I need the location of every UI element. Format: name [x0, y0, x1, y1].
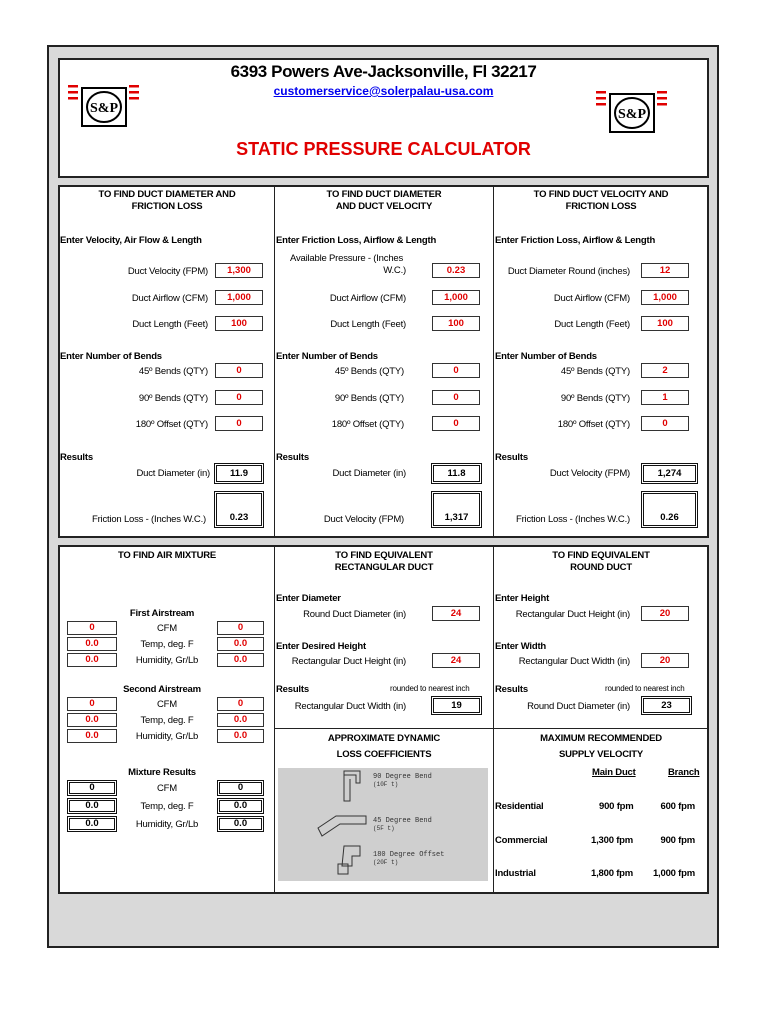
mix-hum-label: Humidity, Gr/Lb: [135, 819, 199, 830]
p2-diameter-label: Duct Diameter (in): [332, 468, 406, 479]
rect-height-input[interactable]: 24: [432, 653, 480, 668]
p2-b90-input[interactable]: 0: [432, 390, 480, 405]
mix-a2-temp-right[interactable]: 0.0: [217, 713, 264, 727]
p1-diameter-result: 11.9: [214, 463, 264, 484]
p3-results-label: Results: [495, 452, 528, 463]
bend90-label: 90 Degree Bend: [373, 773, 432, 781]
round-height-label: Rectangular Duct Height (in): [515, 609, 630, 620]
bend90-sub: (10F t): [373, 781, 399, 788]
p3-diamround-label: Duct Diameter Round (inches): [507, 266, 630, 277]
rect-heading-2: RECTANGULAR DUCT: [334, 562, 434, 573]
offset180-sub: (20F t): [373, 859, 399, 866]
p2-pressure-label-1: Available Pressure - (Inches: [290, 253, 404, 264]
rect-heading-1: TO FIND EQUIVALENT: [335, 550, 433, 561]
p2-heading-1: TO FIND DUCT DIAMETER: [326, 189, 442, 200]
p2-b90-label: 90º Bends (QTY): [334, 393, 404, 404]
p3-heading-2: FRICTION LOSS: [565, 201, 637, 212]
p1-velocity-label: Duct Velocity (FPM): [127, 266, 208, 277]
mix-a2-cfm-left[interactable]: 0: [67, 697, 117, 711]
p3-b180-label: 180º Offset (QTY): [557, 419, 630, 430]
mix-a2-hum-right[interactable]: 0.0: [217, 729, 264, 743]
p1-enter-label: Enter Velocity, Air Flow & Length: [60, 235, 202, 246]
p3-friction-label: Friction Loss - (Inches W.C.): [515, 514, 630, 525]
p1-friction-result: 0.23: [214, 491, 264, 528]
round-rounded-note: rounded to nearest inch: [605, 684, 685, 693]
mix-a1-temp-left[interactable]: 0.0: [67, 637, 117, 651]
round-results-label: Results: [495, 684, 528, 695]
velocity-row-branch: 600 fpm: [660, 801, 695, 812]
p2-enter-label: Enter Friction Loss, Airflow & Length: [276, 235, 437, 246]
velocity-col-main: Main Duct: [592, 767, 636, 778]
bend45-label: 45 Degree Bend: [373, 817, 432, 825]
p3-b90-input[interactable]: 1: [641, 390, 689, 405]
p2-diameter-result: 11.8: [431, 463, 482, 484]
velocity-row-branch: 1,000 fpm: [652, 868, 695, 879]
rect-width-result: 19: [431, 696, 482, 715]
mix-cfm-label: CFM: [157, 783, 177, 794]
sp-logo-right: [594, 88, 674, 134]
p2-pressure-input[interactable]: 0.23: [432, 263, 480, 278]
p3-friction-result: 0.26: [641, 491, 698, 528]
mix-a1-temp-right[interactable]: 0.0: [217, 637, 264, 651]
mix-result-label: Mixture Results: [128, 767, 196, 778]
p1-diameter-label: Duct Diameter (in): [136, 468, 210, 479]
mix-a2-hum-left[interactable]: 0.0: [67, 729, 117, 743]
p1-airflow-label: Duct Airflow (CFM): [131, 293, 208, 304]
email-link[interactable]: customerservice@solerpalau-usa.com: [273, 84, 494, 98]
p2-results-label: Results: [276, 452, 309, 463]
p3-b45-label: 45º Bends (QTY): [560, 366, 630, 377]
velocity-row-branch: 900 fpm: [660, 835, 695, 846]
velocity-row-label: Residential: [495, 801, 544, 812]
rect-round-label: Round Duct Diameter (in): [303, 609, 406, 620]
rect-rounded-note: rounded to nearest inch: [390, 684, 470, 693]
round-enter-height: Enter Height: [495, 593, 550, 604]
p1-b180-label: 180º Offset (QTY): [135, 419, 208, 430]
mix-r-temp-left: 0.0: [67, 798, 117, 814]
mix-temp-label: Temp, deg. F: [140, 801, 194, 812]
velocity-row-label: Industrial: [495, 868, 536, 879]
p3-length-label: Duct Length (Feet): [554, 319, 630, 330]
p3-b180-input[interactable]: 0: [641, 416, 689, 431]
fittings-illustration: [278, 768, 488, 881]
p2-length-input[interactable]: 100: [432, 316, 480, 331]
p3-bends-label: Enter Number of Bends: [495, 351, 597, 362]
p3-diamround-input[interactable]: 12: [641, 263, 689, 278]
mix-cfm-label: CFM: [157, 623, 177, 634]
p2-pressure-label-2: W.C.): [383, 265, 406, 276]
rect-enter-height: Enter Desired Height: [276, 641, 366, 652]
velocity-row-main: 1,800 fpm: [591, 868, 634, 879]
p3-length-input[interactable]: 100: [641, 316, 689, 331]
velocity-row-main: 1,300 fpm: [591, 835, 634, 846]
p3-airflow-input[interactable]: 1,000: [641, 290, 689, 305]
round-diameter-label: Round Duct Diameter (in): [527, 701, 630, 712]
mix-r-cfm-right: 0: [217, 780, 264, 796]
p2-velocity-label: Duct Velocity (FPM): [323, 514, 404, 525]
divider: [493, 546, 494, 893]
mix-a1-cfm-right[interactable]: 0: [217, 621, 264, 635]
rect-height-label: Rectangular Duct Height (in): [291, 656, 406, 667]
p1-bends-label: Enter Number of Bends: [60, 351, 162, 362]
p3-velocity-result: 1,274: [641, 463, 698, 484]
p2-length-label: Duct Length (Feet): [330, 319, 406, 330]
mix-hum-label: Humidity, Gr/Lb: [135, 731, 199, 742]
mix-r-hum-right: 0.0: [217, 816, 264, 832]
p1-b90-label: 90º Bends (QTY): [138, 393, 208, 404]
mix-cfm-label: CFM: [157, 699, 177, 710]
round-width-label: Rectangular Duct Width (in): [518, 656, 630, 667]
mix-temp-label: Temp, deg. F: [140, 715, 194, 726]
p3-airflow-label: Duct Airflow (CFM): [553, 293, 630, 304]
p3-b90-label: 90º Bends (QTY): [560, 393, 630, 404]
velocity-col-branch: Branch: [668, 767, 700, 778]
velocity-heading-1: MAXIMUM RECOMMENDED: [540, 733, 662, 744]
rect-enter-diameter: Enter Diameter: [276, 593, 341, 604]
p1-length-label: Duct Length (Feet): [132, 319, 208, 330]
mix-a1-hum-right[interactable]: 0.0: [217, 653, 264, 667]
round-height-input[interactable]: 20: [641, 606, 689, 621]
p3-enter-label: Enter Friction Loss, Airflow & Length: [495, 235, 656, 246]
round-heading-1: TO FIND EQUIVALENT: [552, 550, 650, 561]
mix-temp-label: Temp, deg. F: [140, 639, 194, 650]
p2-airflow-input[interactable]: 1,000: [432, 290, 480, 305]
p1-b90-input[interactable]: 0: [215, 390, 263, 405]
rect-results-label: Results: [276, 684, 309, 695]
sp-logo-left: [66, 82, 146, 128]
divider: [275, 728, 708, 729]
p1-airflow-input[interactable]: 1,000: [215, 290, 263, 305]
mix-r-cfm-left: 0: [67, 780, 117, 796]
p1-heading-2: FRICTION LOSS: [131, 201, 203, 212]
p1-heading-1: TO FIND DUCT DIAMETER AND: [98, 189, 236, 200]
mix-a1-cfm-left[interactable]: 0: [67, 621, 117, 635]
p2-b180-input[interactable]: 0: [432, 416, 480, 431]
p3-heading-1: TO FIND DUCT VELOCITY AND: [533, 189, 669, 200]
p2-b45-label: 45º Bends (QTY): [334, 366, 404, 377]
p3-velocity-label: Duct Velocity (FPM): [549, 468, 630, 479]
divider: [274, 546, 275, 893]
mix-heading: TO FIND AIR MIXTURE: [117, 550, 217, 561]
p1-length-input[interactable]: 100: [215, 316, 263, 331]
p2-velocity-result: 1,317: [431, 491, 482, 528]
p2-airflow-label: Duct Airflow (CFM): [329, 293, 406, 304]
mix-second-label: Second Airstream: [123, 684, 201, 695]
p2-b180-label: 180º Offset (QTY): [331, 419, 404, 430]
divider: [493, 186, 494, 537]
p2-b45-input[interactable]: 0: [432, 363, 480, 378]
p2-bends-label: Enter Number of Bends: [276, 351, 378, 362]
mix-r-hum-left: 0.0: [67, 816, 117, 832]
p1-b180-input[interactable]: 0: [215, 416, 263, 431]
offset180-label: 180 Degree Offset: [373, 851, 445, 859]
p2-heading-2: AND DUCT VELOCITY: [335, 201, 433, 212]
p1-friction-label: Friction Loss - (Inches W.C.): [91, 514, 206, 525]
mix-a1-hum-left[interactable]: 0.0: [67, 653, 117, 667]
rect-width-label: Rectangular Duct Width (in): [294, 701, 406, 712]
p1-b45-input[interactable]: 0: [215, 363, 263, 378]
p1-velocity-input[interactable]: 1,300: [215, 263, 263, 278]
loss-heading-2: LOSS COEFFICIENTS: [336, 749, 432, 760]
p3-b45-input[interactable]: 2: [641, 363, 689, 378]
mix-r-temp-right: 0.0: [217, 798, 264, 814]
rect-round-input[interactable]: 24: [432, 606, 480, 621]
mix-hum-label: Humidity, Gr/Lb: [135, 655, 199, 666]
bend45-sub: (5F t): [373, 825, 395, 832]
velocity-row-main: 900 fpm: [599, 801, 634, 812]
divider: [274, 186, 275, 537]
round-heading-2: ROUND DUCT: [570, 562, 632, 573]
mix-first-label: First Airstream: [129, 608, 195, 619]
page-title: STATIC PRESSURE CALCULATOR: [236, 139, 531, 159]
mix-a2-cfm-right[interactable]: 0: [217, 697, 264, 711]
p1-results-label: Results: [60, 452, 93, 463]
mix-a2-temp-left[interactable]: 0.0: [67, 713, 117, 727]
company-address: 6393 Powers Ave-Jacksonville, Fl 32217: [230, 62, 537, 81]
velocity-row-label: Commercial: [495, 835, 548, 846]
round-width-input[interactable]: 20: [641, 653, 689, 668]
svg-text:S&P: S&P: [90, 101, 118, 116]
p1-b45-label: 45º Bends (QTY): [138, 366, 208, 377]
round-diameter-result: 23: [641, 696, 692, 715]
round-enter-width: Enter Width: [495, 641, 547, 652]
loss-heading-1: APPROXIMATE DYNAMIC: [327, 733, 441, 744]
velocity-heading-2: SUPPLY VELOCITY: [558, 749, 644, 760]
svg-text:S&P: S&P: [618, 107, 646, 122]
